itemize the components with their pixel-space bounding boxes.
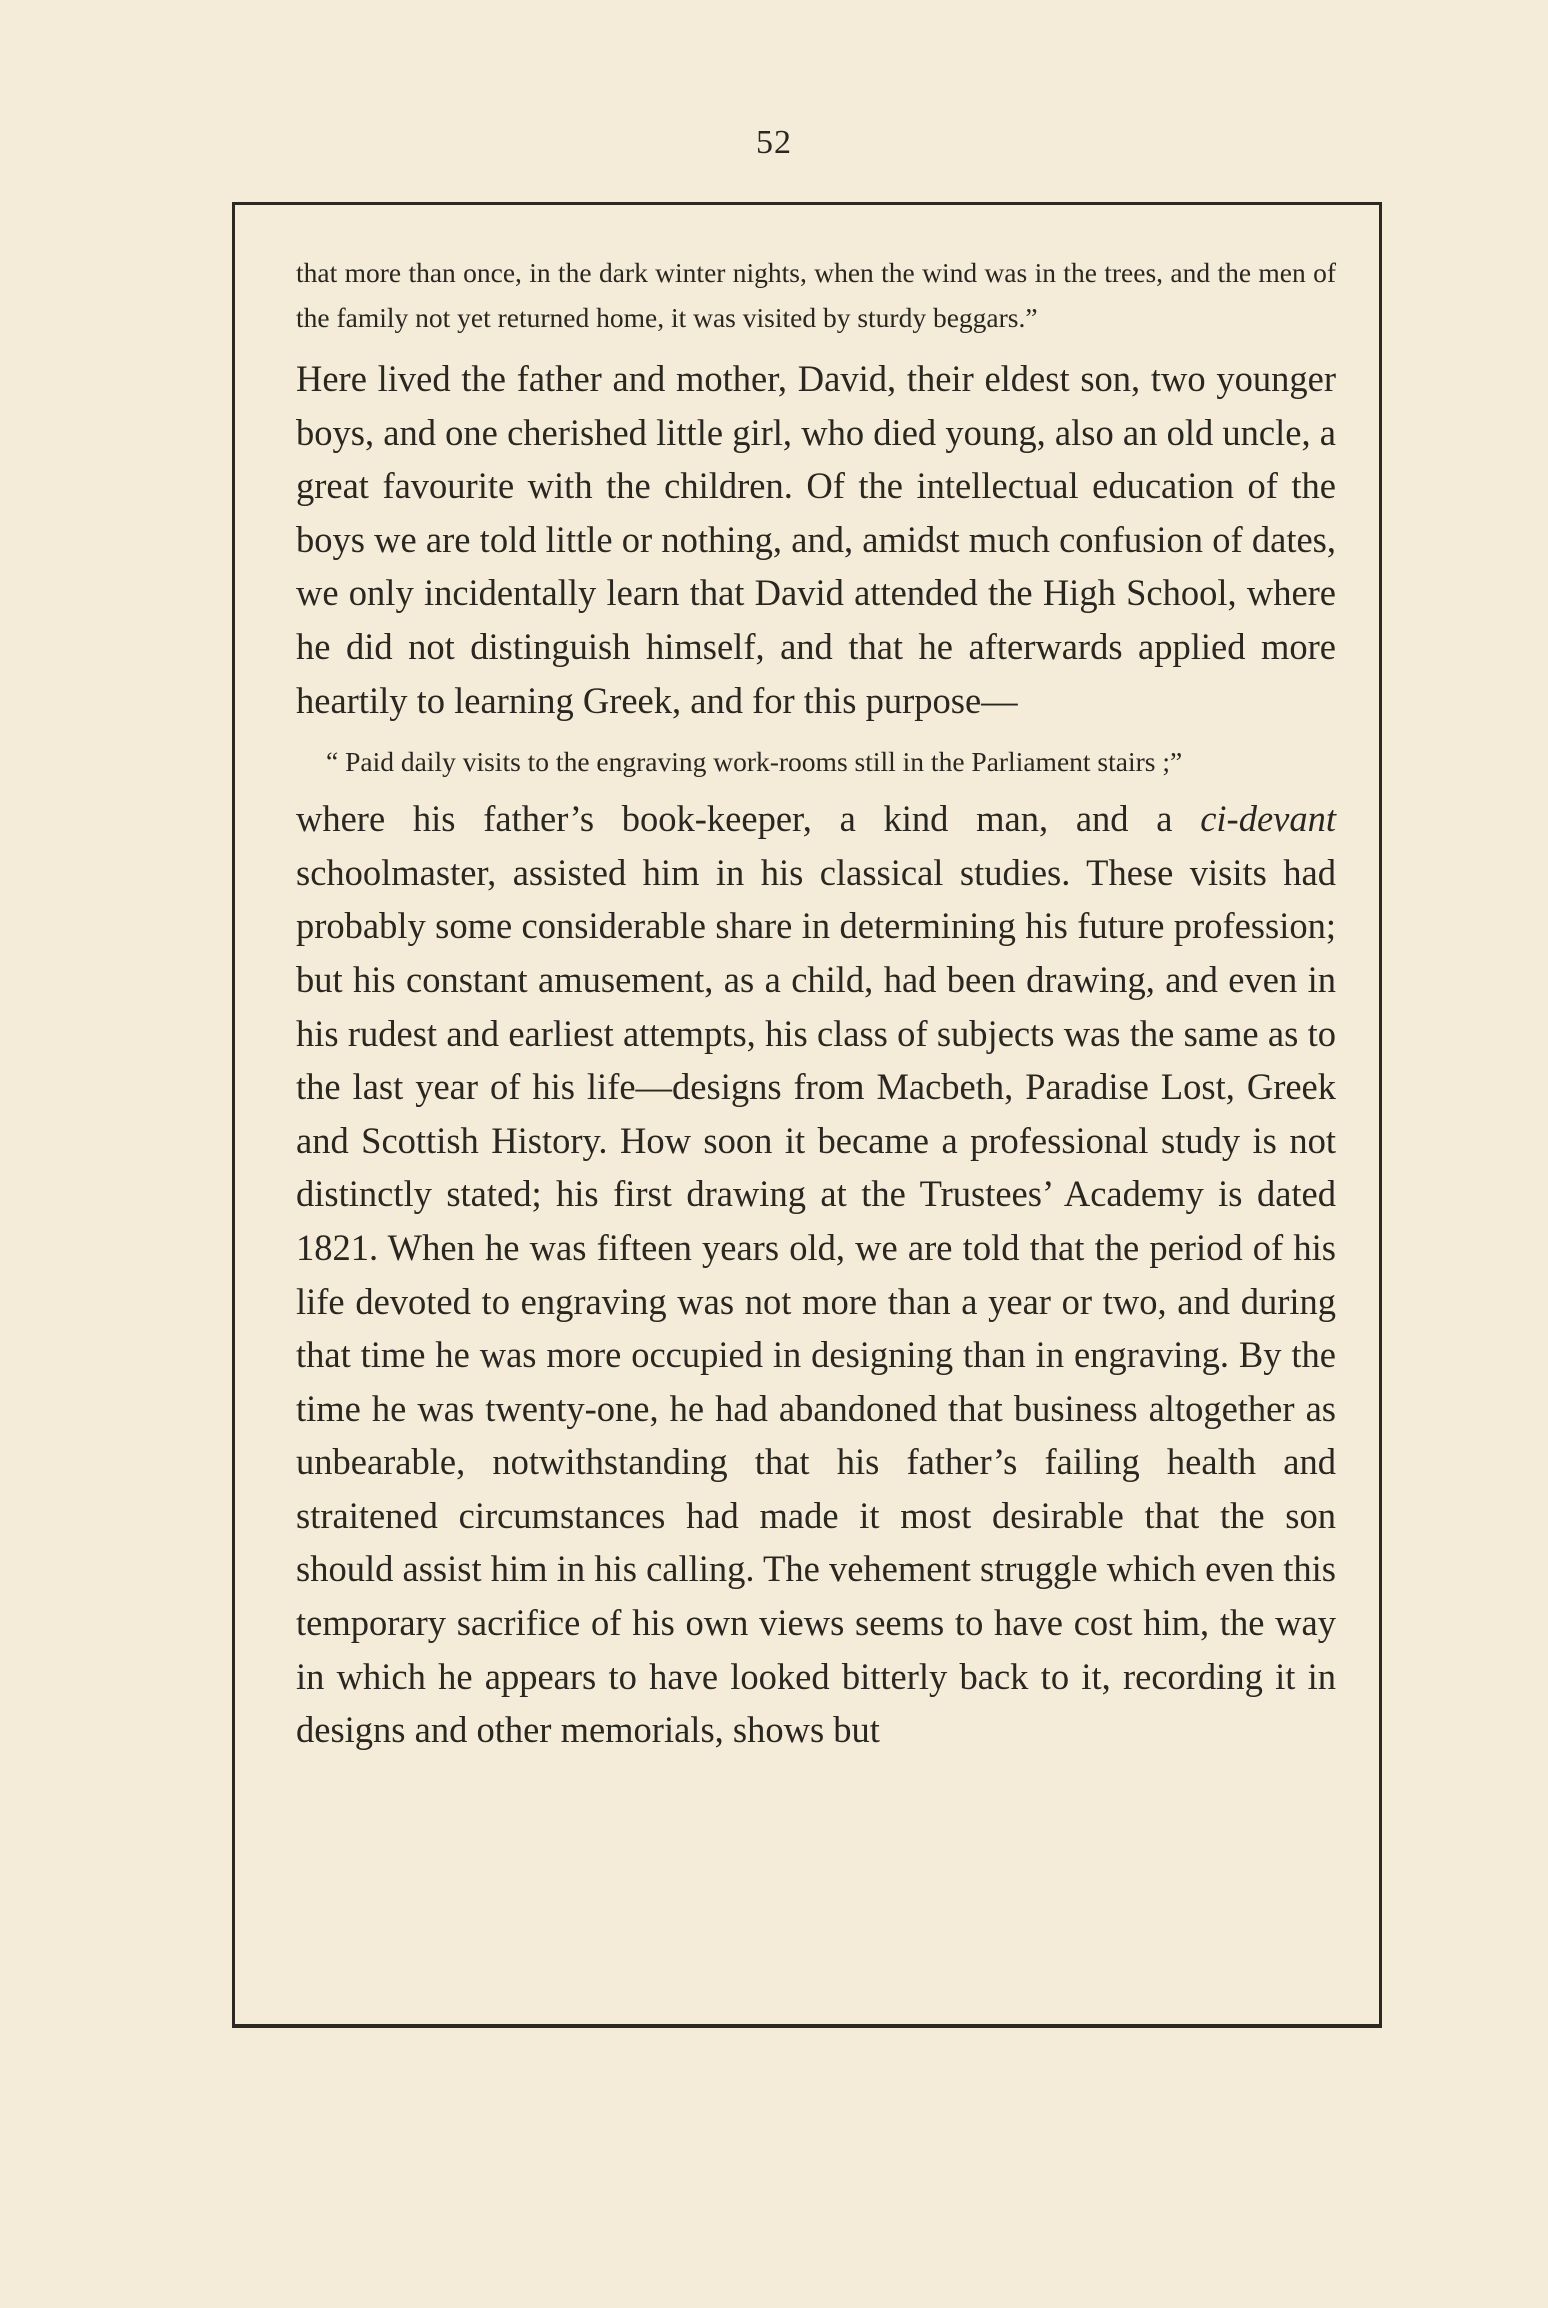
block-quote: “ Paid daily visits to the engraving work-rooms still in the Parliament stairs ;”: [326, 746, 1183, 778]
italic-term: ci-devant: [1200, 798, 1336, 840]
page-number: 52: [756, 124, 792, 161]
body-paragraph: Here lived the father and mother, David, their eldest son, two younger boys, and one cherished little girl, who died young, also an old uncle, a great favourite with the children. Of the intellectual education of the boys we are told little or nothing, and, amidst much confusion of dates, we only incidentally learn that David attended the High School, where he did not distinguish himself, and that he afterwards applied more heartily to learning Greek, and for this purpose—: [296, 358, 1336, 721]
page-text: [296, 250, 1336, 1757]
paragraph-2-start: where his father’s book-keeper, a kind man, and a: [296, 798, 1173, 840]
paragraph-2-rest: schoolmaster, assisted him in his classical studies. These visits had probably some considerable share in determining his future profession; but his constant amusement, as a child, had been drawing, and even in his rudest and earliest attempts, his class of subjects was the same as to the last year of his life—designs from Macbeth, Paradise Lost, Greek and Scottish History. How soon it became a professional study is not distinctly stated; his first drawing at the Trustees’ Academy is dated 1821. When he was fifteen years old, we are told that the period of his life devoted to engraving was not more than a year or two, and during that time he was more occupied in designing than in engraving. By the time he was twenty-one, he had abandoned that business altogether as unbearable, notwithstanding that his father’s failing health and straitened circumstances had made it most desirable that the son should assist him in his calling. The vehement struggle which even this temporary sacrifice of his own views seems to have cost him, the way in which he appears to have looked bitterly back to it, recording it in designs and other memorials, shows but: [296, 851, 1336, 1751]
block-quote-continuation: that more than once, in the dark winter nights, when the wind was in the trees, and the men of the family not yet returned home, it was visited by sturdy beggars.”: [296, 257, 1336, 333]
body-paragraph-2: [296, 792, 1336, 1757]
